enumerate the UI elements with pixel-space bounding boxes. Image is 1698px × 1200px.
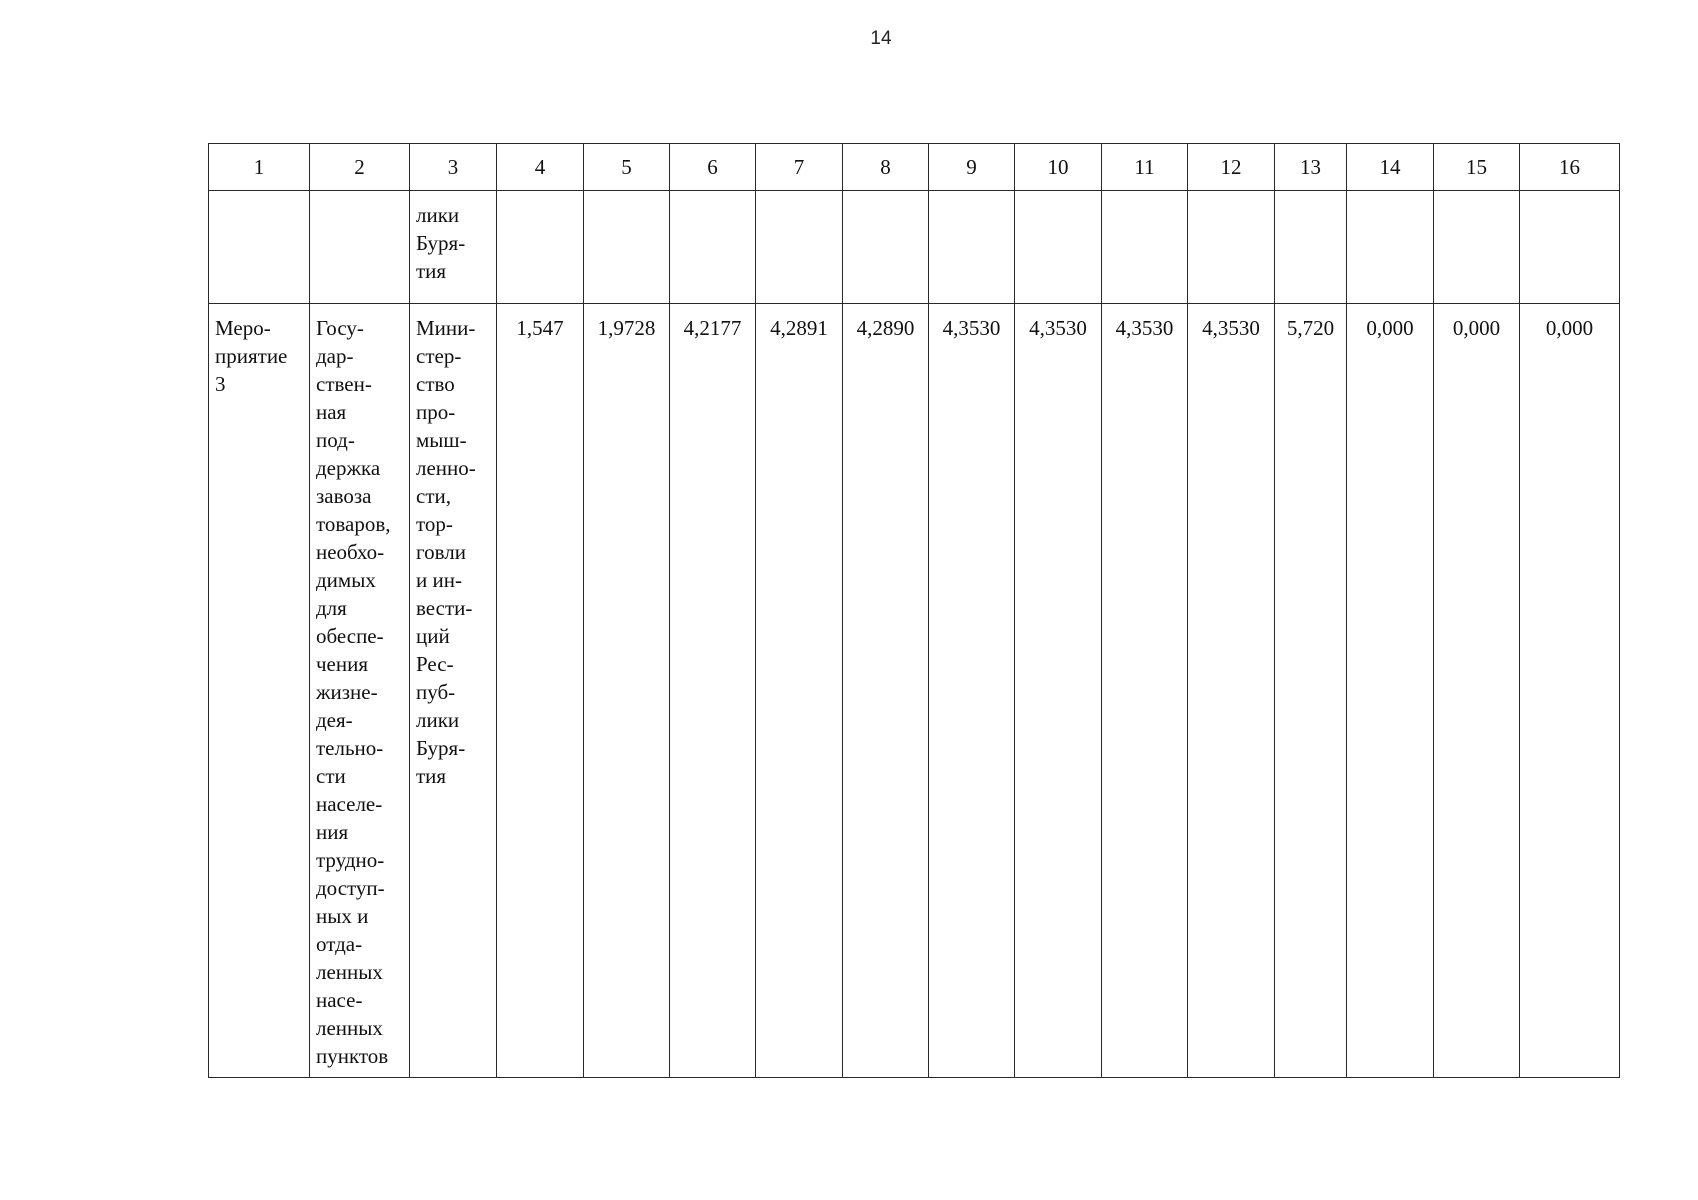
- table-cell-empty: [584, 191, 670, 304]
- cell-text-line: отда-: [316, 932, 363, 956]
- table-header-row: [209, 144, 1620, 191]
- table-cell-empty: [1275, 191, 1347, 304]
- table-cell-empty: [1102, 191, 1188, 304]
- column-number-9: 9: [929, 144, 1015, 191]
- table-cell-empty: [756, 191, 843, 304]
- table-cell-empty: [497, 191, 584, 304]
- table-cell-empty: [1347, 191, 1434, 304]
- table-cell-empty: [310, 191, 410, 304]
- cell-text-line: ствен-: [316, 372, 372, 396]
- cell-text-line: ство: [416, 372, 455, 396]
- cell-text-line: лики: [416, 708, 460, 732]
- cell-text-line: дар-: [316, 344, 354, 368]
- cell-text-line: про-: [416, 400, 456, 424]
- column-number-3: 3: [410, 144, 497, 191]
- cell-text-line: ния: [316, 820, 349, 844]
- cell-text-line: вести-: [416, 596, 473, 620]
- cell-text-line: жизне-: [316, 680, 378, 704]
- value-cell: 4,3530: [929, 304, 1015, 1078]
- cell-text-line: говли: [416, 540, 466, 564]
- program-measures-table: [208, 143, 1620, 1078]
- cell-text-line: 3: [215, 372, 226, 396]
- value-cell: 4,2891: [756, 304, 843, 1078]
- cell-text-line: товаров,: [316, 512, 391, 536]
- cell-text-line: тельно-: [316, 736, 384, 760]
- table-cell-empty: [1520, 191, 1620, 304]
- table-cell-empty: [843, 191, 929, 304]
- table-cell-empty: [929, 191, 1015, 304]
- cell-text-line: пуб-: [416, 680, 456, 704]
- table-cell-empty: [670, 191, 756, 304]
- measure-description-cell: [310, 304, 410, 1078]
- table-row: [209, 304, 1620, 1078]
- cell-text-line: приятие: [215, 344, 288, 368]
- cell-text-line: Госу-: [316, 316, 364, 340]
- value-cell: 0,000: [1434, 304, 1520, 1078]
- column-number-2: 2: [310, 144, 410, 191]
- cell-text-line: тия: [416, 259, 447, 283]
- column-number-4: 4: [497, 144, 584, 191]
- cell-text-line: для: [316, 596, 347, 620]
- column-number-10: 10: [1015, 144, 1102, 191]
- table-cell-empty: [1434, 191, 1520, 304]
- cell-text-line: Буря-: [416, 736, 466, 760]
- table-cell-empty: [209, 191, 310, 304]
- cell-text-line: ций: [416, 624, 450, 648]
- cell-text-line: держка: [316, 456, 381, 480]
- cell-text-line: мыш-: [416, 428, 467, 452]
- page-number: 14: [870, 28, 892, 49]
- value-cell: 4,3530: [1102, 304, 1188, 1078]
- table-cell-empty: [1015, 191, 1102, 304]
- cell-text-line: дея-: [316, 708, 353, 732]
- cell-text-line: завоза: [316, 484, 372, 508]
- value-cell: 1,547: [497, 304, 584, 1078]
- column-number-5: 5: [584, 144, 670, 191]
- cell-text-line: ная: [316, 400, 347, 424]
- executor-cell: [410, 304, 497, 1078]
- value-cell: 0,000: [1520, 304, 1620, 1078]
- cell-text-line: Меро-: [215, 316, 271, 340]
- value-cell: 5,720: [1275, 304, 1347, 1078]
- column-number-8: 8: [843, 144, 929, 191]
- cell-text-line: ленно-: [416, 456, 476, 480]
- cell-text-line: насе-: [316, 988, 363, 1012]
- cell-text-line: необхо-: [316, 540, 385, 564]
- value-cell: 4,2177: [670, 304, 756, 1078]
- cell-text-line: стер-: [416, 344, 462, 368]
- cell-text-line: димых: [316, 568, 376, 592]
- cell-text-line: тор-: [416, 512, 453, 536]
- cell-text-line: Мини-: [416, 316, 476, 340]
- cell-text-line: Рес-: [416, 652, 454, 676]
- cell-text-line: чения: [316, 652, 369, 676]
- column-number-15: 15: [1434, 144, 1520, 191]
- cell-text-line: ленных: [316, 1016, 383, 1040]
- value-cell: 1,9728: [584, 304, 670, 1078]
- value-cell: 4,3530: [1188, 304, 1275, 1078]
- value-cell: 4,3530: [1015, 304, 1102, 1078]
- executor-continuation-cell: [410, 191, 497, 304]
- measure-name-cell: [209, 304, 310, 1078]
- cell-text-line: ных и: [316, 904, 369, 928]
- value-cell: 4,2890: [843, 304, 929, 1078]
- cell-text-line: под-: [316, 428, 355, 452]
- cell-text-line: ленных: [316, 960, 383, 984]
- value-cell: 0,000: [1347, 304, 1434, 1078]
- column-number-1: 1: [209, 144, 310, 191]
- cell-text-line: обеспе-: [316, 624, 384, 648]
- column-number-7: 7: [756, 144, 843, 191]
- cell-text-line: сти,: [416, 484, 451, 508]
- table-cell-empty: [1188, 191, 1275, 304]
- cell-text-line: и ин-: [416, 568, 462, 592]
- column-number-14: 14: [1347, 144, 1434, 191]
- cell-text-line: сти: [316, 764, 346, 788]
- cell-text-line: тия: [416, 764, 447, 788]
- cell-text-line: доступ-: [316, 876, 385, 900]
- cell-text-line: трудно-: [316, 848, 385, 872]
- table-row: [209, 191, 1620, 304]
- column-number-6: 6: [670, 144, 756, 191]
- cell-text-line: Буря-: [416, 231, 466, 255]
- column-number-13: 13: [1275, 144, 1347, 191]
- cell-text-line: населе-: [316, 792, 383, 816]
- cell-text-line: лики: [416, 203, 460, 227]
- cell-text-line: пунктов: [316, 1044, 389, 1068]
- column-number-12: 12: [1188, 144, 1275, 191]
- column-number-16: 16: [1520, 144, 1620, 191]
- column-number-11: 11: [1102, 144, 1188, 191]
